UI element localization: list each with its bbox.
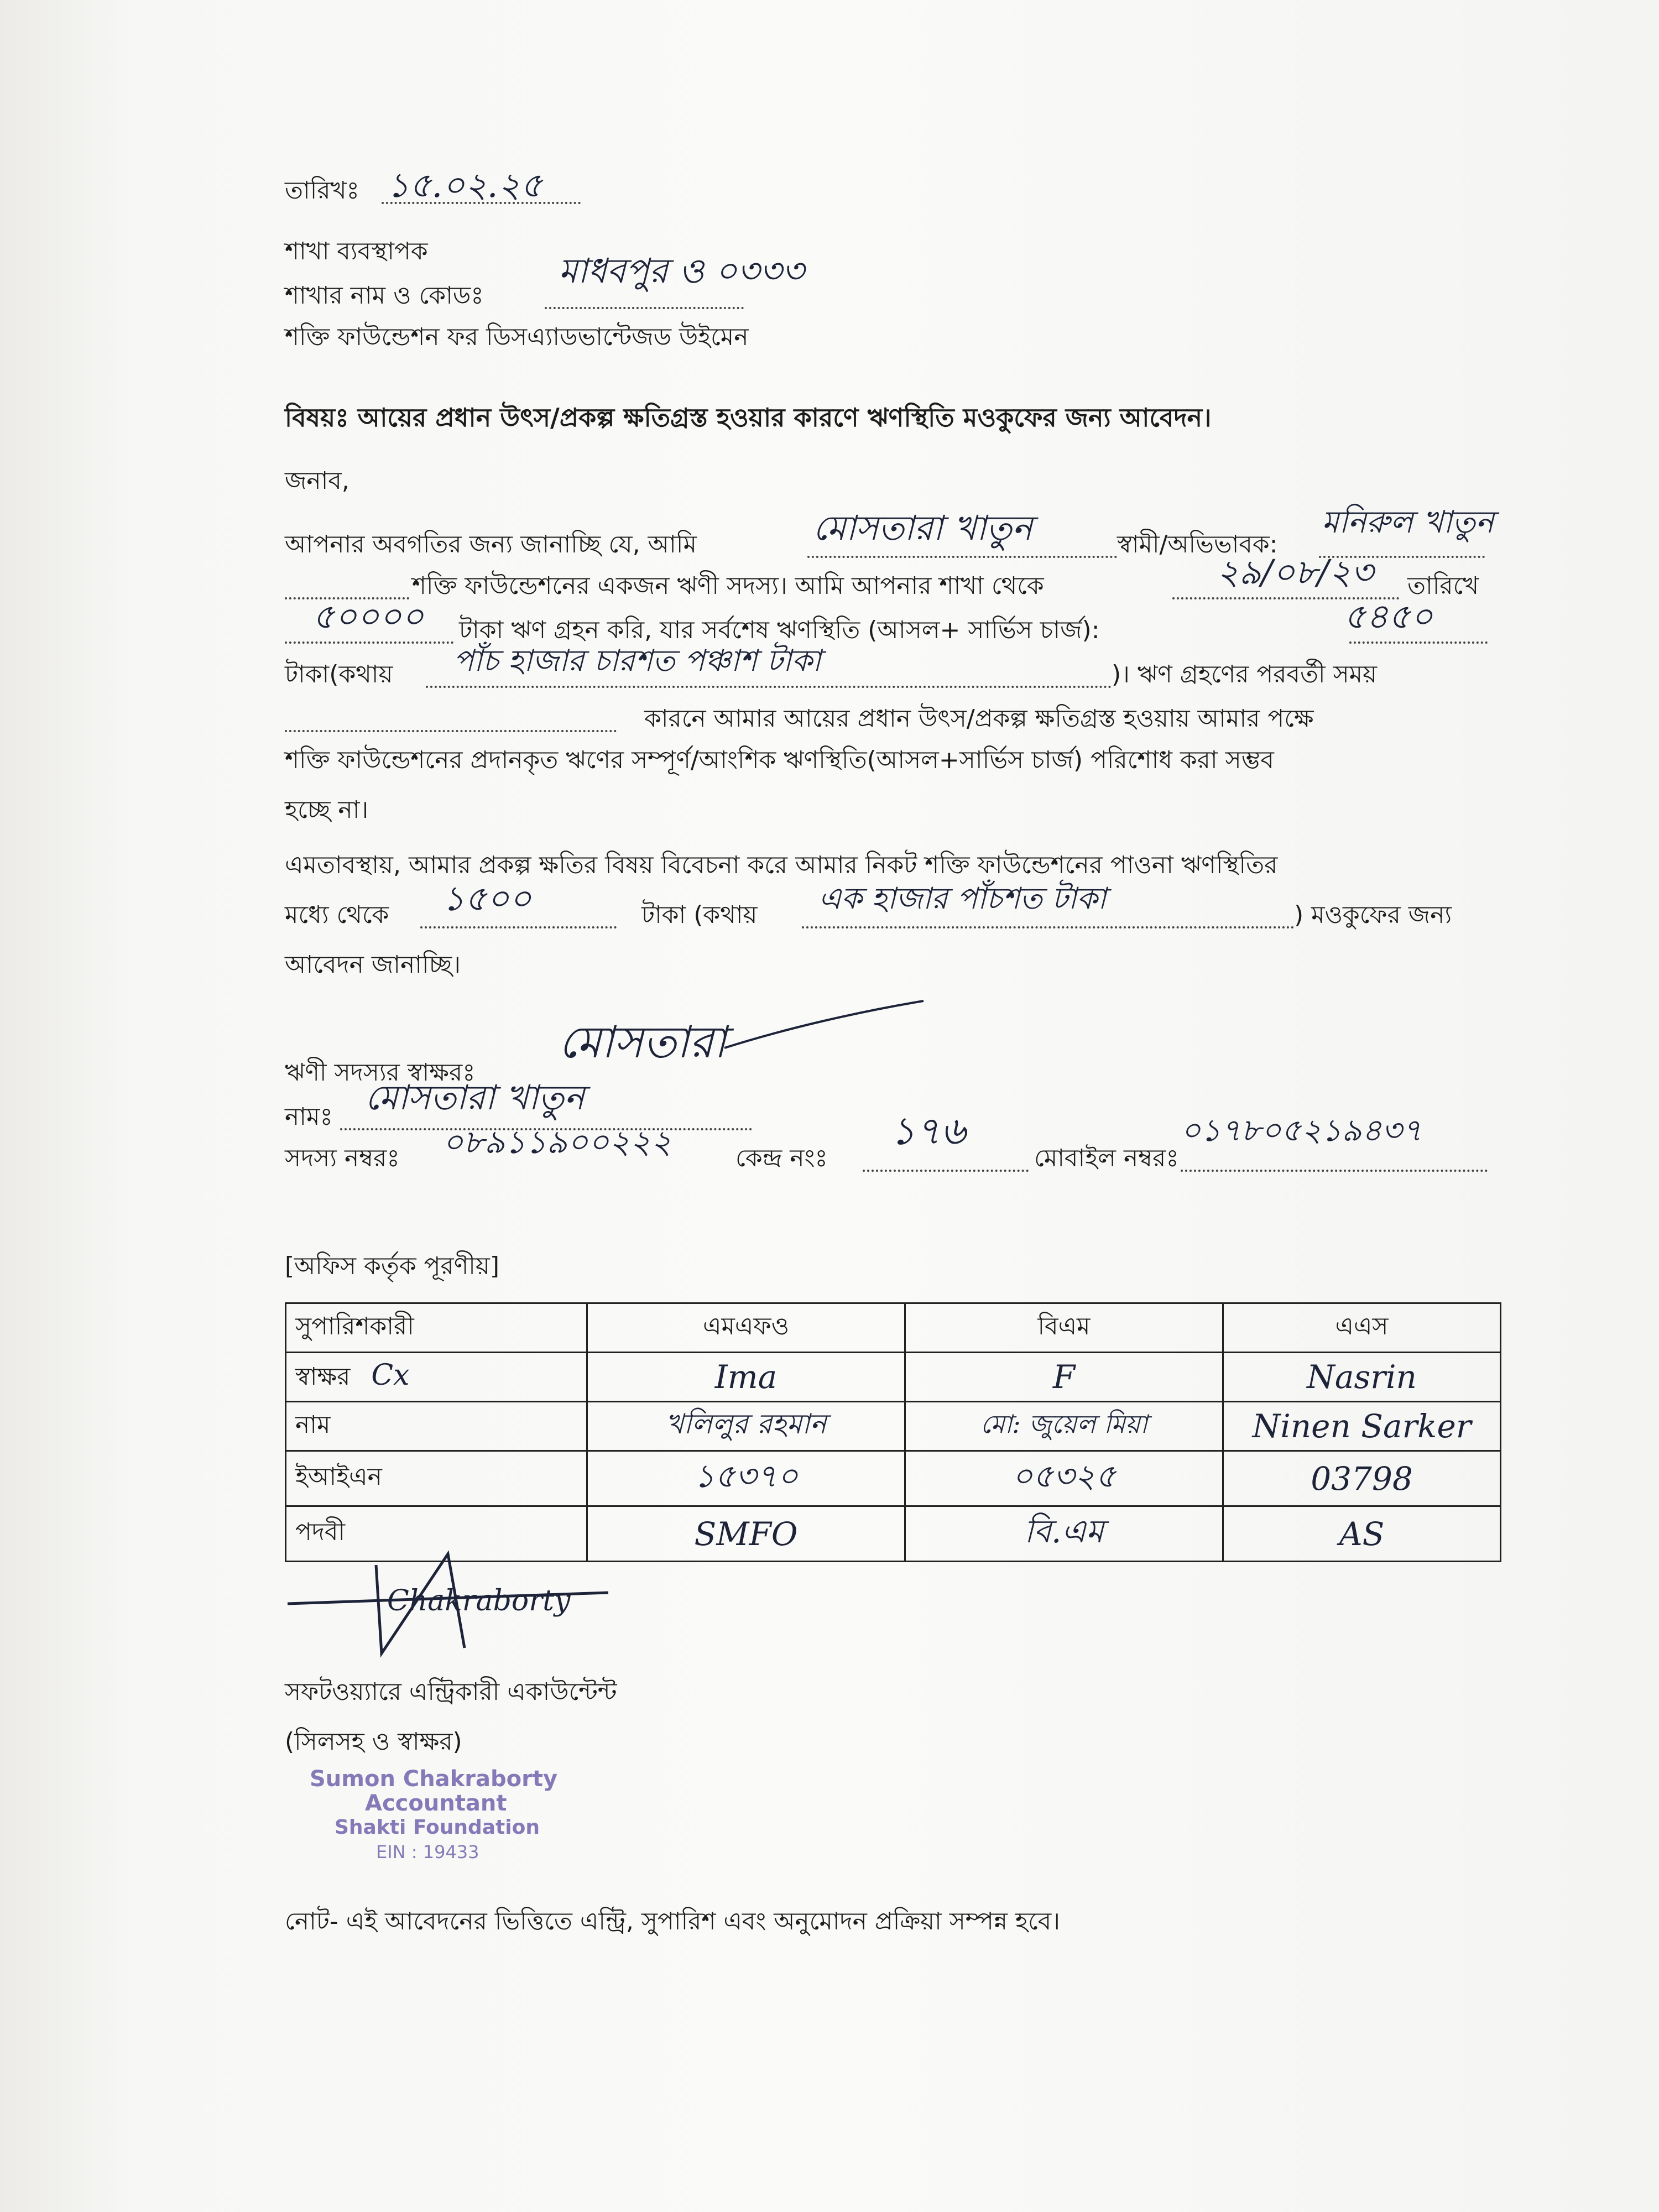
p1-line1-a: আপনার অবগতির জন্য জানাচ্ছি যে, আমি — [285, 530, 697, 559]
mfo-ein: ১৫৩৭০ — [587, 1451, 905, 1506]
as-ein: 03798 — [1223, 1451, 1501, 1506]
seal-note: (সিলসহ ও স্বাক্ষর) — [285, 1728, 462, 1756]
branch-manager-line: শাখা ব্যবস্থাপক — [285, 237, 428, 265]
mfo-designation: SMFO — [587, 1506, 905, 1562]
p1-line5-dots — [285, 730, 617, 732]
loan-date-value: ২৯/০৮/২৩ — [1217, 552, 1374, 592]
waive-value: ১৫০০ — [442, 878, 532, 919]
balance-words: পাঁচ হাজার চারশত পঞ্চাশ টাকা — [453, 643, 821, 678]
p1-line2-a: শক্তি ফাউন্ডেশনের একজন ঋণী সদস্য। আমি আপনার শাখা থেকে — [412, 572, 1044, 600]
footer-note: নোট- এই আবেদনের ভিত্তিতে এন্ট্রি, সুপারিশ এবং অনুমোদন প্রক্রিয়া সম্পন্ন হবে। — [285, 1907, 1060, 1936]
table-row — [286, 1402, 1501, 1451]
loan-amount-line — [285, 641, 453, 644]
center-line — [863, 1170, 1029, 1172]
p1-line5-b: কারনে আমার আয়ের প্রধান উৎস/প্রকল্প ক্ষতিগ্রস্ত হওয়ায় আমার পক্ষে — [644, 705, 1314, 733]
branch-label: শাখার নাম ও কোডঃ — [285, 281, 484, 310]
office-section-label: [অফিস কর্তৃক পূরণীয়] — [285, 1252, 499, 1280]
center-label: কেন্দ্র নংঃ — [735, 1144, 828, 1172]
mobile-value: ০১৭৮০৫২১৯৪৩৭ — [1181, 1113, 1422, 1149]
p2-line1: এমতাবস্থায়, আমার প্রকল্প ক্ষতির বিষয় বিবেচনা করে আমার নিকট শক্তি ফাউন্ডেশনের পাওনা ঋণস্থিতির — [285, 851, 1278, 879]
signature-label: স্বাক্ষর — [295, 1362, 351, 1391]
branch-value: মাধবপুর ও ০৩৩৩ — [559, 251, 805, 291]
member-name: মোসতারা খাতুন — [365, 1077, 585, 1118]
header-bm: বিএম — [905, 1303, 1223, 1353]
balance-line — [1349, 641, 1488, 644]
branch-line — [545, 307, 744, 309]
p1-line3-a: টাকা ঋণ গ্রহন করি, যার সর্বশেষ ঋণস্থিতি (আসল+ সার্ভিস চার্জ): — [459, 616, 1100, 644]
member-signature-stroke — [719, 995, 929, 1056]
row-label-signature — [286, 1353, 587, 1402]
as-name: Ninen Sarker — [1223, 1402, 1501, 1451]
accountant-stamp — [310, 1767, 557, 1864]
date-label: তারিখঃ — [285, 176, 359, 205]
p1-line4-a: টাকা(কথায় — [285, 660, 393, 688]
p1-line7: হচ্ছে না। — [285, 796, 369, 824]
center-value: ১৭৬ — [890, 1108, 966, 1154]
member-number: ০৮৯১১৯০০২২২ — [442, 1123, 672, 1161]
organization-name: শক্তি ফাউন্ডেশন ফর ডিসএ্যাডভান্টেজড উইমেন — [285, 323, 749, 351]
p1-line1-b: স্বামী/অভিভাবক: — [1117, 530, 1278, 559]
waive-words: এক হাজার পাঁচশত টাকা — [818, 881, 1107, 916]
salutation: জনাব, — [285, 467, 349, 495]
accountant-title: সফটওয়্যারে এন্ট্রিকারী একাউন্টেন্ট — [285, 1678, 617, 1706]
waive-line — [420, 926, 617, 928]
member-number-label: সদস্য নম্বরঃ — [285, 1144, 400, 1172]
as-signature: Nasrin — [1223, 1353, 1501, 1402]
member-name-label: নামঃ — [285, 1103, 333, 1131]
accountant-signature: Chakraborty — [387, 1584, 571, 1618]
mobile-line — [1181, 1170, 1488, 1172]
stamp-name: Sumon Chakraborty — [310, 1766, 558, 1792]
mfo-signature: Ima — [587, 1353, 905, 1402]
stamp-ein: EIN : 19433 — [376, 1841, 479, 1863]
bm-designation: বি.এম — [905, 1506, 1223, 1562]
p2-line2-b: টাকা (কথায় — [641, 901, 758, 929]
office-table-header — [286, 1303, 1501, 1353]
stamp-org: Shakti Foundation — [335, 1816, 540, 1839]
member-signature: মোসতারা — [559, 1016, 727, 1068]
as-designation: AS — [1223, 1506, 1501, 1562]
loan-amount-value: ৫০০০০ — [312, 596, 424, 637]
p1-line6: শক্তি ফাউন্ডেশনের প্রদানকৃত ঋণের সম্পূর্ণ/আংশিক ঋণস্থিতি(আসল+সার্ভিস চার্জ) পরিশোধ করা সম্ভব — [285, 746, 1274, 774]
name-line — [807, 556, 1117, 558]
p2-line2-c: ) মওকুফের জন্য — [1294, 901, 1452, 929]
member-signature-label: ঋণী সদস্যর স্বাক্ষরঃ — [285, 1058, 476, 1087]
header-recommender: সুপারিশকারী — [286, 1303, 587, 1353]
p2-line2-a: মধ্যে থেকে — [285, 901, 389, 929]
subject: বিষয়ঃ আয়ের প্রধান উৎস/প্রকল্প ক্ষতিগ্রস্ত হওয়ার কারণে ঋণস্থিতি মওকুফের জন্য আবেদন। — [285, 403, 1212, 432]
row-label-designation: পদবী — [286, 1506, 587, 1562]
signature-mark: Cx — [371, 1358, 410, 1392]
balance-value: ৫৪৫০ — [1344, 596, 1433, 637]
p2-line3: আবেদন জানাচ্ছি। — [285, 951, 461, 979]
guardian-name: মনিরুল খাতুন — [1322, 504, 1494, 540]
bm-signature: F — [905, 1353, 1223, 1402]
row-label-ein: ইআইএন — [286, 1451, 587, 1506]
balance-words-line — [426, 686, 1112, 688]
mobile-label: মোবাইল নম্বরঃ — [1034, 1144, 1179, 1172]
p1-line4-b: )। ঋণ গ্রহণের পরবর্তী সময় — [1112, 660, 1377, 688]
mfo-name: খলিলুর রহমান — [587, 1402, 905, 1451]
table-row — [286, 1451, 1501, 1506]
bm-ein: ০৫৩২৫ — [905, 1451, 1223, 1506]
office-table — [285, 1302, 1501, 1562]
date-value: ১৫.০২.২৫ — [387, 165, 543, 205]
table-row — [286, 1353, 1501, 1402]
header-as: এএস — [1223, 1303, 1501, 1353]
bm-name: মো: জুয়েল মিয়া — [905, 1402, 1223, 1451]
row-label-name: নাম — [286, 1402, 587, 1451]
stamp-role: Accountant — [365, 1791, 507, 1816]
header-mfo: এমএফও — [587, 1303, 905, 1353]
p1-line2-b: তারিখে — [1407, 572, 1479, 600]
waive-words-line — [802, 926, 1294, 928]
applicant-name: মোসতারা খাতুন — [813, 508, 1033, 548]
